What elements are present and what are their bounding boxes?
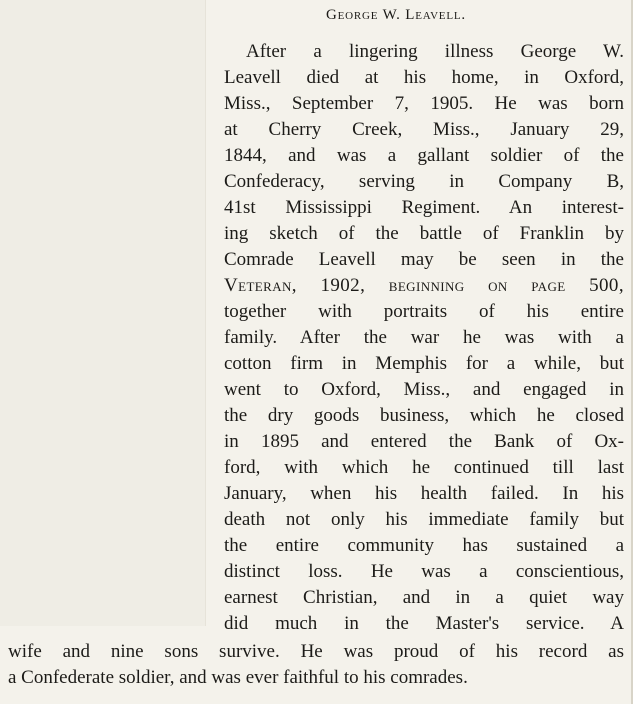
article-line-25: a Confederate soldier, and was ever faithful to his comrades. (8, 667, 468, 688)
article-line-19: death not only his immediate family but (224, 509, 624, 530)
article-line-22: earnest Christian, and in a quiet way (224, 587, 624, 608)
article-line-4: at Cherry Creek, Miss., January 29, (224, 119, 624, 140)
article-line-12: family. After the war he was with a (224, 327, 624, 348)
article-line-1: After a lingering illness George W. (246, 41, 624, 62)
article-line-20: the entire community has sustained a (224, 535, 624, 556)
article-line-3: Miss., September 7, 1905. He was born (224, 93, 624, 114)
article-line-5: 1844, and was a gallant soldier of the (224, 145, 624, 166)
article-line-13: cotton firm in Memphis for a while, but (224, 353, 624, 374)
article-line-11: together with portraits of his entire (224, 301, 624, 322)
article-line-6: Confederacy, serving in Company B, (224, 171, 624, 192)
article-line-9: Comrade Leavell may be seen in the (224, 249, 624, 270)
article-line-7: 41st Mississippi Regiment. An interest- (224, 197, 624, 218)
article-line-17: ford, with which he continued till last (224, 457, 624, 478)
article-title: George W. Leavell. (326, 7, 466, 23)
article-line-15: the dry goods business, which he closed (224, 405, 624, 426)
article-line-10: Veteran, 1902, beginning on page 500, (224, 275, 624, 296)
article-line-2: Leavell died at his home, in Oxford, (224, 67, 624, 88)
article-line-16: in 1895 and entered the Bank of Ox- (224, 431, 624, 452)
article-line-24: wife and nine sons survive. He was proud of his record as (8, 641, 624, 662)
article-line-21: distinct loss. He was a conscientious, (224, 561, 624, 582)
article-line-18: January, when his health failed. In his (224, 483, 624, 504)
article-line-23: did much in the Master's service. A (224, 613, 624, 634)
left-column-blank (0, 0, 206, 626)
article-line-8: ing sketch of the battle of Franklin by (224, 223, 624, 244)
article-line-14: went to Oxford, Miss., and engaged in (224, 379, 624, 400)
